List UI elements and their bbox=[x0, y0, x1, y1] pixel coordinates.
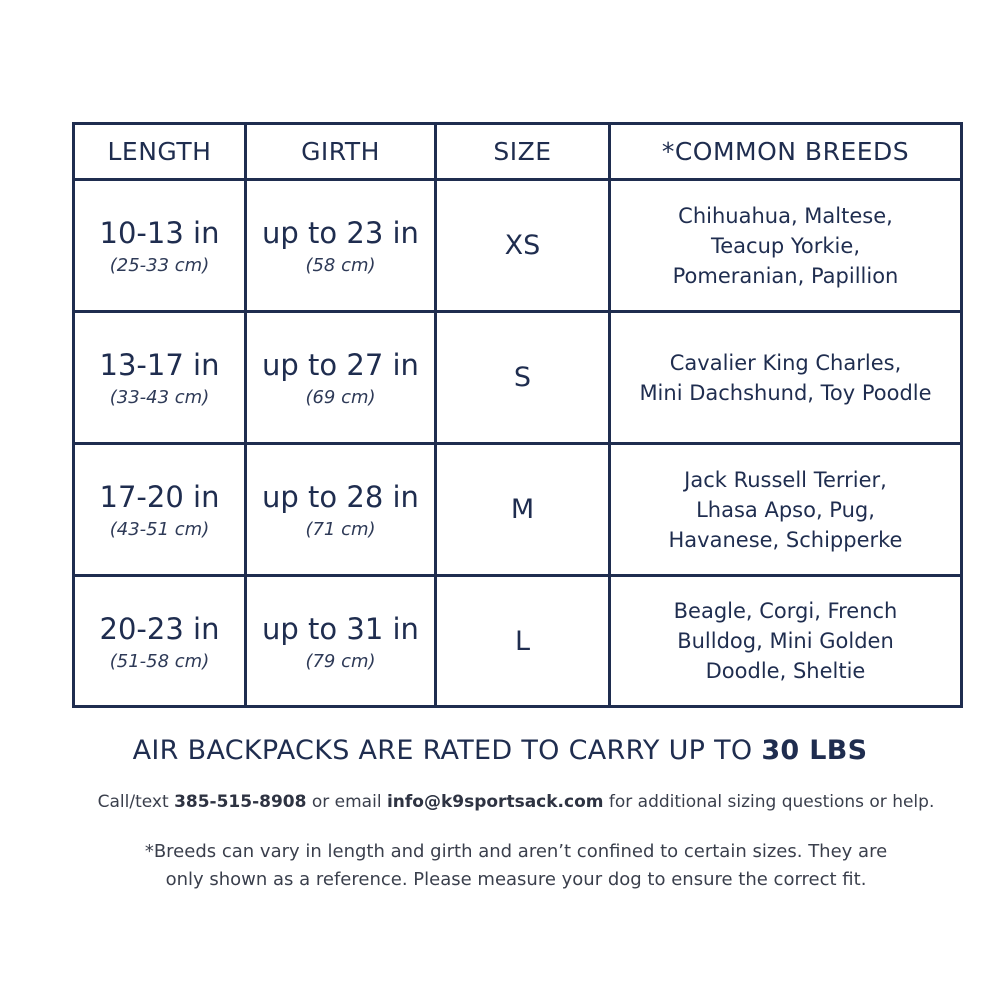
breed-line: Bulldog, Mini Golden bbox=[677, 629, 894, 653]
row-xs-girth bbox=[247, 181, 437, 313]
row-m-breeds bbox=[611, 445, 960, 577]
row-s-girth bbox=[247, 313, 437, 445]
header-common-breeds: *COMMON BREEDS bbox=[611, 125, 960, 181]
contact-suffix: for additional sizing questions or help. bbox=[603, 792, 935, 812]
row-xs-breeds bbox=[611, 181, 960, 313]
row-m-size: M bbox=[437, 445, 611, 577]
girth-cm: (71 cm) bbox=[305, 519, 376, 540]
girth-cm: (69 cm) bbox=[305, 387, 376, 408]
row-s-length bbox=[75, 313, 247, 445]
length-inches: 20-23 in bbox=[99, 611, 220, 646]
contact-middle: or email bbox=[306, 792, 387, 812]
girth-inches: up to 31 in bbox=[262, 611, 419, 646]
girth-cm: (79 cm) bbox=[305, 650, 376, 672]
breed-line: Cavalier King Charles, bbox=[669, 350, 902, 375]
girth-cm: (58 cm) bbox=[305, 255, 376, 276]
length-cm: (51-58 cm) bbox=[109, 650, 210, 672]
breed-line: Havanese, Schipperke bbox=[668, 527, 903, 552]
breed-disclaimer bbox=[0, 838, 1000, 894]
disclaimer-line-1: *Breeds can vary in length and girth and aren’t confined to certain sizes. They are bbox=[144, 841, 888, 862]
disclaimer-line-2: only shown as a reference. Please measure your dog to ensure the correct fit. bbox=[165, 869, 867, 890]
header-length: LENGTH bbox=[75, 125, 247, 181]
header-size: SIZE bbox=[437, 125, 611, 181]
breed-line: Beagle, Corgi, French bbox=[673, 599, 898, 623]
carry-rating-heading bbox=[0, 735, 1000, 766]
contact-line bbox=[0, 792, 1000, 812]
row-l-size: L bbox=[437, 577, 611, 705]
breed-line: Chihuahua, Maltese, bbox=[678, 203, 893, 228]
length-cm: (43-51 cm) bbox=[109, 519, 210, 540]
row-l-girth bbox=[247, 577, 437, 705]
row-xs-size: XS bbox=[437, 181, 611, 313]
row-xs-length bbox=[75, 181, 247, 313]
length-inches: 13-17 in bbox=[99, 348, 220, 382]
row-m-girth bbox=[247, 445, 437, 577]
size-chart-table bbox=[72, 122, 963, 708]
girth-inches: up to 28 in bbox=[262, 480, 419, 514]
length-inches: 17-20 in bbox=[99, 480, 220, 514]
email-link[interactable]: info@k9sportsack.com bbox=[386, 792, 604, 812]
phone-number[interactable]: 385-515-8908 bbox=[174, 792, 307, 812]
length-cm: (33-43 cm) bbox=[109, 387, 210, 408]
length-cm: (25-33 cm) bbox=[109, 255, 210, 276]
header-girth: GIRTH bbox=[247, 125, 437, 181]
row-l-breeds bbox=[611, 577, 960, 705]
breed-line: Jack Russell Terrier, bbox=[684, 467, 887, 492]
girth-inches: up to 27 in bbox=[262, 348, 419, 382]
row-l-length bbox=[75, 577, 247, 705]
row-s-size: S bbox=[437, 313, 611, 445]
breed-line: Mini Dachshund, Toy Poodle bbox=[639, 380, 932, 405]
breed-line: Pomeranian, Papillion bbox=[672, 263, 899, 288]
row-s-breeds bbox=[611, 313, 960, 445]
breed-line: Lhasa Apso, Pug, bbox=[696, 497, 875, 522]
contact-prefix: Call/text bbox=[97, 792, 175, 812]
row-m-length bbox=[75, 445, 247, 577]
breed-line: Doodle, Sheltie bbox=[705, 659, 866, 683]
girth-inches: up to 23 in bbox=[262, 216, 419, 250]
length-inches: 10-13 in bbox=[99, 216, 220, 250]
rating-value: 30 LBS bbox=[761, 735, 868, 766]
rating-text: AIR BACKPACKS ARE RATED TO CARRY UP TO bbox=[132, 735, 762, 766]
breed-line: Teacup Yorkie, bbox=[710, 233, 860, 258]
